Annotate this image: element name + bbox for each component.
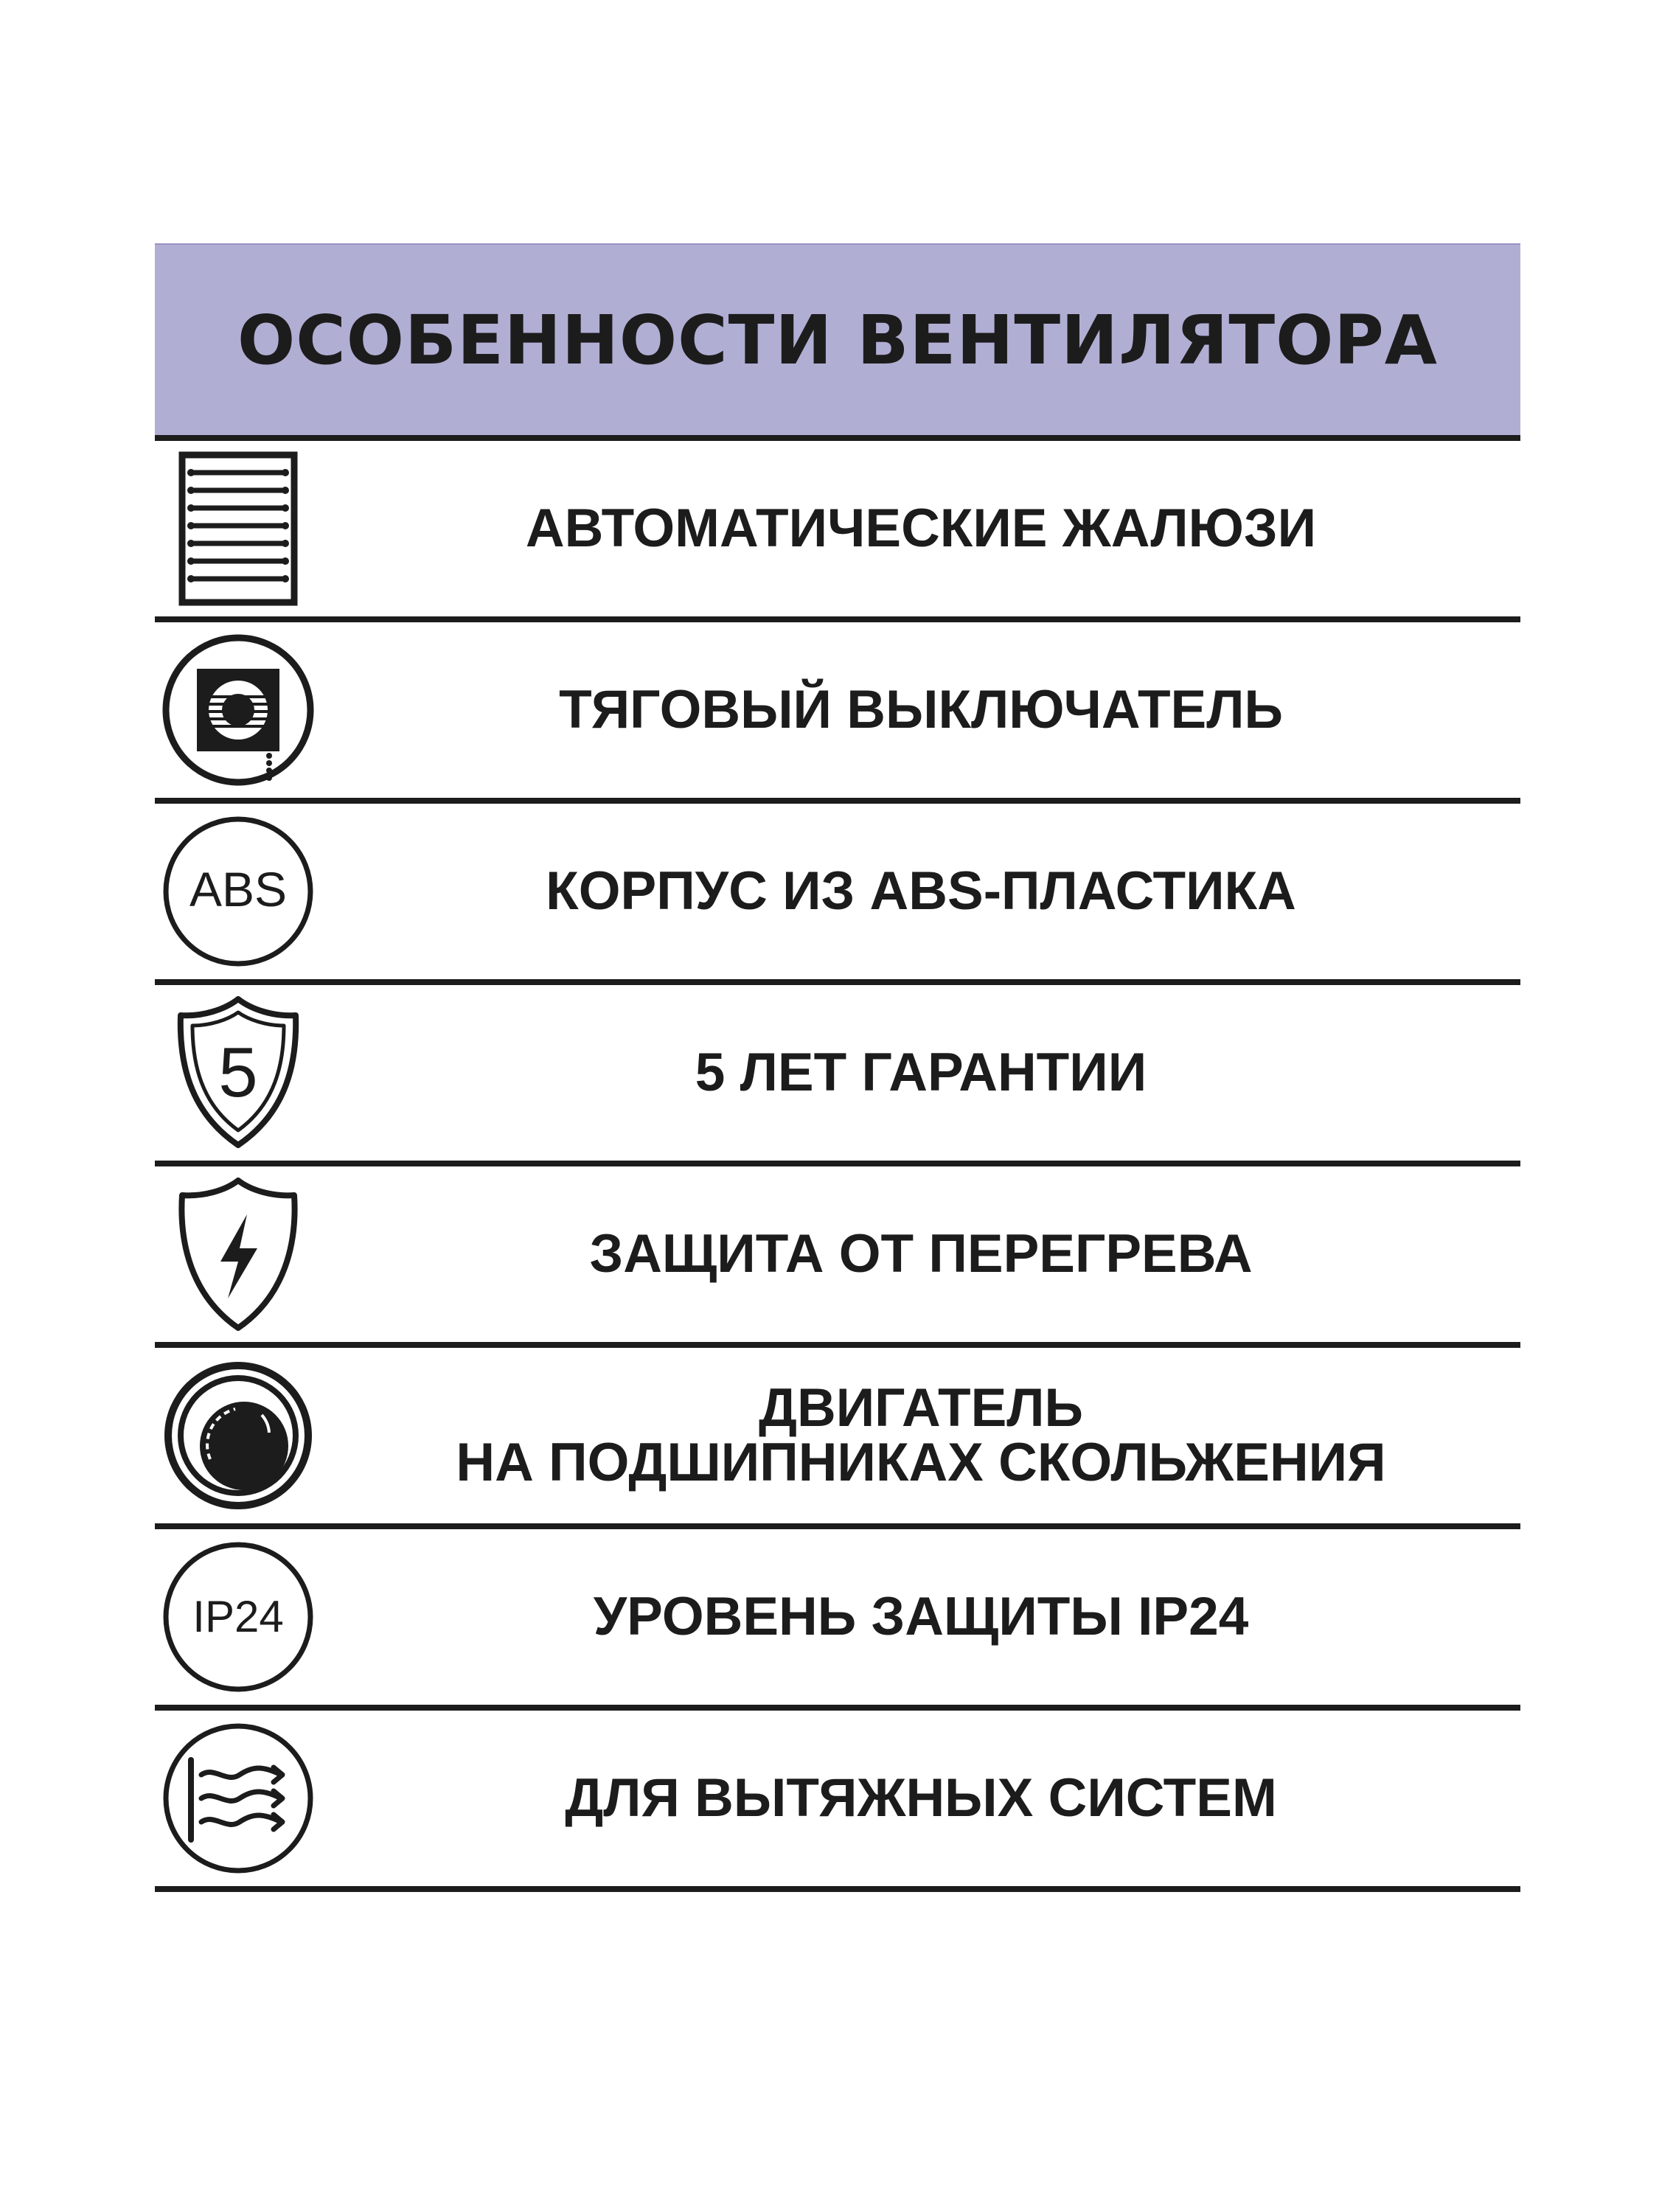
divider: [155, 1886, 1520, 1892]
divider: [155, 1705, 1520, 1711]
divider: [155, 798, 1520, 804]
feature-row-louvers: [155, 441, 1520, 616]
shield-lightning-icon: [155, 1166, 321, 1342]
feature-label: ТЯГОВЫЙ ВЫКЛЮЧАТЕЛЬ: [559, 679, 1283, 740]
feature-label: ЗАЩИТА ОТ ПЕРЕГРЕВА: [589, 1223, 1253, 1284]
feature-row-abs: [155, 804, 1520, 979]
feature-row-pull-switch: [155, 622, 1520, 798]
features-panel: [155, 243, 1520, 1892]
abs-badge-text: ABS: [189, 862, 288, 917]
features-header: [155, 243, 1520, 435]
divider: [155, 1523, 1520, 1529]
divider: [155, 1161, 1520, 1166]
feature-label: ДЛЯ ВЫТЯЖНЫХ СИСТЕМ: [565, 1767, 1277, 1828]
feature-row-warranty: [155, 985, 1520, 1161]
shield-5-icon: [155, 985, 321, 1161]
feature-row-motor: [155, 1348, 1520, 1523]
pull-cord-switch-icon: [155, 622, 321, 798]
ip24-badge-icon: [155, 1529, 321, 1705]
feature-row-overheat: [155, 1166, 1520, 1342]
warranty-number: 5: [218, 1033, 258, 1112]
feature-row-exhaust: [155, 1711, 1520, 1886]
page-title: ОСОБЕННОСТИ ВЕНТИЛЯТОРА: [237, 300, 1438, 380]
feature-label: УРОВЕНЬ ЗАЩИТЫ IP24: [593, 1586, 1249, 1646]
feature-label: 5 ЛЕТ ГАРАНТИИ: [695, 1042, 1147, 1102]
divider: [155, 979, 1520, 985]
divider: [155, 1342, 1520, 1348]
feature-label: КОРПУС ИЗ ABS-ПЛАСТИКА: [546, 860, 1296, 921]
bearing-motor-icon: [155, 1348, 321, 1523]
ip24-badge-text: IP24: [192, 1592, 284, 1641]
divider: [155, 435, 1520, 441]
feature-row-ip24: [155, 1529, 1520, 1705]
feature-label: АВТОМАТИЧЕСКИЕ ЖАЛЮЗИ: [525, 498, 1317, 558]
divider: [155, 616, 1520, 622]
louver-shutter-icon: [155, 441, 321, 616]
exhaust-airflow-icon: [155, 1711, 321, 1886]
feature-label: ДВИГАТЕЛЬ НА ПОДШИПНИКАХ СКОЛЬЖЕНИЯ: [456, 1377, 1386, 1492]
abs-badge-icon: [155, 804, 321, 979]
